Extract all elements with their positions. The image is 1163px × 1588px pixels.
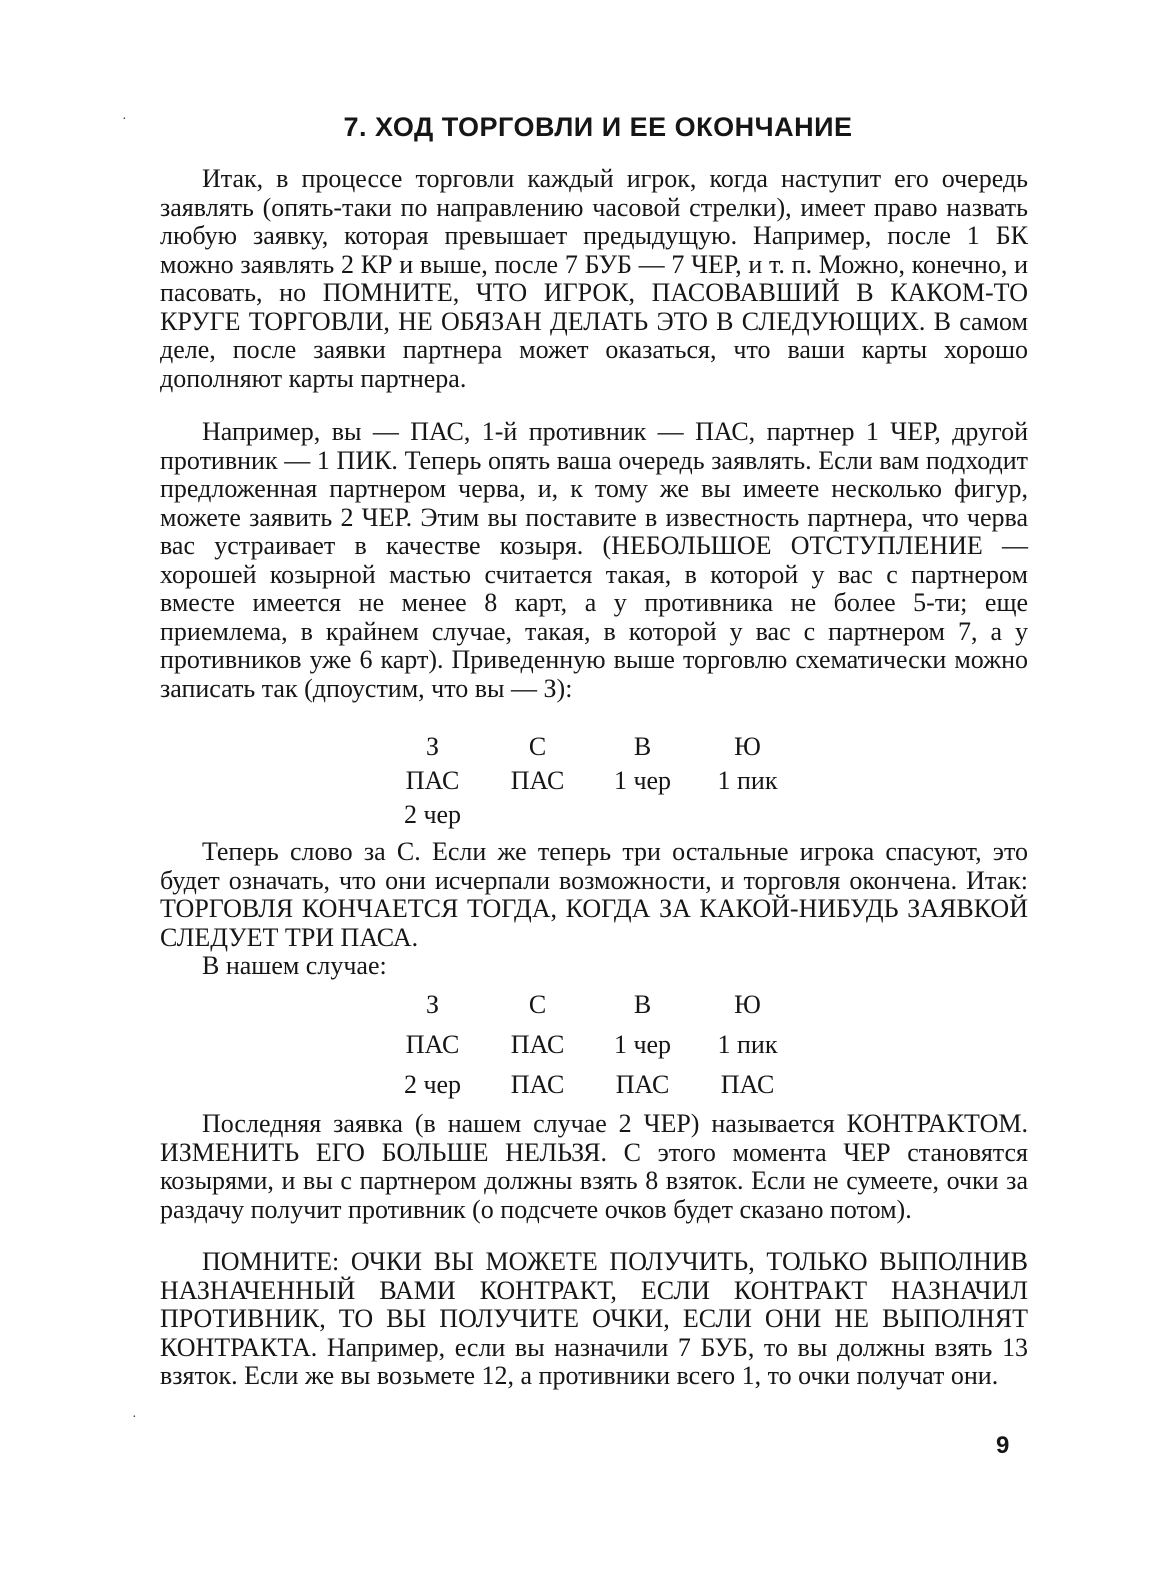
- paragraph-4: В нашем случае:: [202, 951, 387, 980]
- table-cell: ПАС: [615, 1070, 670, 1099]
- bidding-table-1: [380, 730, 800, 832]
- table-cell: Ю: [734, 732, 761, 761]
- bidding-table-2: [380, 985, 800, 1105]
- table-cell: [695, 798, 800, 832]
- scan-speck: ·: [122, 112, 127, 127]
- table-cell: 1 пик: [717, 1030, 778, 1059]
- page-number: 9: [996, 1432, 1010, 1459]
- table-cell: ПАС: [510, 1030, 565, 1059]
- section-heading: 7. ХОД ТОРГОВЛИ И ЕЕ ОКОНЧАНИЕ: [343, 112, 853, 142]
- table-cell: С: [528, 732, 547, 761]
- table-row: [380, 730, 800, 764]
- scan-speck: ·: [132, 1410, 137, 1425]
- table-cell: 1 пик: [717, 766, 778, 795]
- table-cell: В: [633, 732, 652, 761]
- paragraph-6: ПОМНИТЕ: ОЧКИ ВЫ МОЖЕТЕ ПОЛУЧИТЬ, ТОЛЬКО ВЫПОЛНИВ НАЗНАЧЕННЫЙ ВАМИ КОНТРАКТ, ЕСЛИ КОНТРАКТ НАЗНАЧИЛ ПРОТИВНИК, ТО ВЫ ПОЛУЧИТЕ ОЧКИ, ЕСЛИ ОНИ НЕ ВЫПОЛНЯТ КОНТРАКТА. Например, если вы назначили 7 БУБ, то вы должны взять 13 взяток. Если же вы возьмете 12, а противники всего 1, то очки получат они.: [160, 1247, 1028, 1390]
- paragraph-3: Теперь слово за С. Если же теперь три остальные игрока спасуют, это будет означать, что они исчерпали возможности, и торговля окончена. Итак: ТОРГОВЛЯ КОНЧАЕТСЯ ТОГДА, КОГДА ЗА КАКОЙ-НИБУДЬ ЗАЯВКОЙ СЛЕДУЕТ ТРИ ПАСА.: [160, 837, 1028, 952]
- paragraph-2: Например, вы — ПАС, 1-й противник — ПАС, партнер 1 ЧЕР, другой противник — 1 ПИК. Теперь опять ваша очередь заявлять. Если вам подходит предложенная партнером черва, и, к тому же вы имеете несколько фигур, можете заявить 2 ЧЕР. Этим вы поставите в известность партнера, что черва вас устраивает в качестве козыря. (НЕБОЛЬШОЕ ОТСТУПЛЕНИЕ — хорошей козырной мастью считается такая, в которой у вас с партнером вместе имеется не менее 8 карт, а у противника не более 5-ти; еще приемлема, в крайнем случае, такая, в которой у вас с партнером 7, а у противников уже 6 карт). Приведенную выше торговлю схематически можно записать так (дпоустим, что вы — З):: [160, 417, 1028, 703]
- table-cell: [590, 798, 695, 832]
- table-row: [380, 798, 800, 832]
- table-cell: ПАС: [510, 1070, 565, 1099]
- table-cell: 2 чер: [403, 800, 462, 829]
- table-cell: С: [528, 990, 547, 1019]
- table-cell: ПАС: [510, 766, 565, 795]
- table-cell: В: [633, 990, 652, 1019]
- table-cell: З: [425, 990, 440, 1019]
- table-cell: ПАС: [405, 1030, 460, 1059]
- table-cell: 2 чер: [403, 1070, 462, 1099]
- table-cell: ПАС: [405, 766, 460, 795]
- table-row: [380, 985, 800, 1025]
- table-cell: 1 чер: [613, 1030, 672, 1059]
- table-row: [380, 1065, 800, 1105]
- table-row: [380, 764, 800, 798]
- table-cell: 1 чер: [613, 766, 672, 795]
- table-cell: З: [425, 732, 440, 761]
- paragraph-5: Последняя заявка (в нашем случае 2 ЧЕР) называется КОНТРАКТОМ. ИЗМЕНИТЬ ЕГО БОЛЬШЕ НЕЛЬЗЯ. С этого момента ЧЕР становятся козырями, и вы с партнером должны взять 8 взяток. Если не сумеете, очки за раздачу получит противник (о подсчете очков будет сказано потом).: [160, 1109, 1028, 1224]
- paragraph-1: Итак, в процессе торговли каждый игрок, когда наступит его очередь заявлять (опять-таки по направлению часовой стрелки), имеет право назвать любую заявку, которая превышает предыдущую. Например, после 1 БК можно заявлять 2 КР и выше, после 7 БУБ — 7 ЧЕР, и т. п. Можно, конечно, и пасовать, но ПОМНИТЕ, ЧТО ИГРОК, ПАСОВАВШИЙ В КАКОМ-ТО КРУГЕ ТОРГОВЛИ, НЕ ОБЯЗАН ДЕЛАТЬ ЭТО В СЛЕДУЮЩИХ. В самом деле, после заявки партнера может оказаться, что ваши карты хорошо дополняют карты партнера.: [160, 164, 1028, 393]
- table-cell: [485, 798, 590, 832]
- table-row: [380, 1025, 800, 1065]
- table-cell: Ю: [734, 990, 761, 1019]
- table-cell: ПАС: [720, 1070, 775, 1099]
